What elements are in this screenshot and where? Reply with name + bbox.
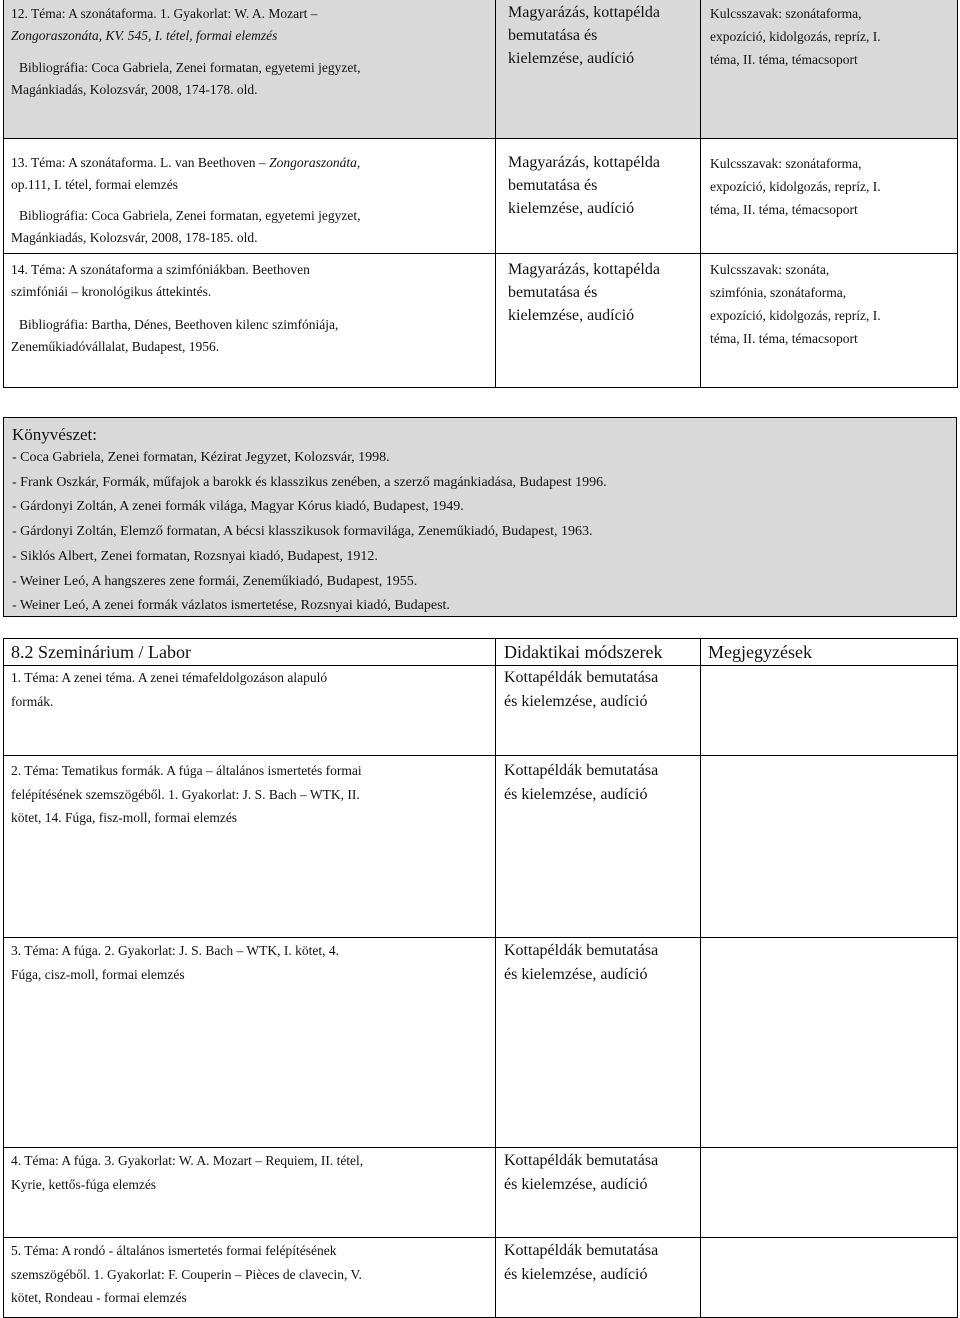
note-cell [701,666,958,756]
topic-line: 13. Téma: A szonátaforma. L. van Beethoven – Zongoraszonáta, [11,155,361,170]
bibliography-item: - Gárdonyi Zoltán, A zenei formák világa, Magyar Kórus kiadó, Budapest, 1949. [12,499,464,515]
bibliography-item: - Gárdonyi Zoltán, Elemző formatan, A bécsi klasszikusok formavilága, Zeneműkiadó, Budapest, 1963. [12,524,593,540]
table-row [4,938,958,1148]
topic-line: 2. Téma: Tematikus formák. A fúga – általános ismertetés formai [11,763,362,778]
seminar-table [3,638,958,1318]
bibliography-line: Zeneműkiadóvállalat, Budapest, 1956. [11,339,220,354]
topic-cell [4,0,496,139]
topic-line: 5. Téma: A rondó - általános ismertetés formai felépítésének [11,1243,337,1258]
method-cell [496,0,701,139]
bibliography-line: Magánkiadás, Kolozsvár, 2008, 178-185. old. [11,230,258,245]
method-line: kielemzése, audíció [508,200,635,217]
topic-line: felépítésének szemszögéből. 1. Gyakorlat: J. S. Bach – WTK, II. [11,786,360,802]
table-row [4,756,958,938]
bibliography-item: - Frank Oszkár, Formák, műfajok a barokk és klasszikus zenében, a szerző magánkiadása, Budapest 1996. [12,474,607,490]
table-row [4,1148,958,1238]
keywords-line: téma, II. téma, témacsoport [710,331,858,346]
topic-cell [4,254,496,388]
table-row [4,666,958,756]
bibliography-heading: Könyvészet: [12,425,97,444]
keywords-line: téma, II. téma, témacsoport [710,52,858,67]
keywords-cell [701,254,958,388]
bibliography-item: - Weiner Leó, A hangszeres zene formái, Zeneműkiadó, Budapest, 1955. [12,573,418,589]
topic-line: 1. Téma: A zenei téma. A zenei témafeldolgozáson alapuló [11,670,328,685]
method-line: kielemzése, audíció [508,307,635,324]
method-line: Magyarázás, kottapélda [508,4,660,21]
topic-cell [4,139,496,254]
method-cell [496,1148,701,1238]
method-line: Kottapéldák bemutatása [504,1152,659,1169]
keywords-line: expozíció, kidolgozás, repríz, I. [710,308,881,323]
keywords-line: Kulcsszavak: szonátaforma, [710,156,862,171]
bibliography-item: - Coca Gabriela, Zenei formatan, Kézirat Jegyzet, Kolozsvár, 1998. [12,450,390,465]
topic-cell [4,666,496,756]
method-cell [496,139,701,254]
topic-line: 3. Téma: A fúga. 2. Gyakorlat: J. S. Bach – WTK, I. kötet, 4. [11,943,339,958]
bibliography-box [3,417,957,617]
topic-line: formák. [11,693,54,709]
notes-header: Megjegyzések [701,639,958,666]
method-line: Magyarázás, kottapélda [508,154,660,171]
topic-line: 12. Téma: A szonátaforma. 1. Gyakorlat: W. A. Mozart – [11,6,318,21]
table-row [4,0,958,139]
topic-line: kötet, Rondeau - formai elemzés [11,1290,187,1305]
topic-line: Zongoraszonáta, KV. 545, I. tétel, formai elemzés [11,28,278,43]
topic-line: Kyrie, kettős-fúga elemzés [11,1176,157,1192]
topic-line: 4. Téma: A fúga. 3. Gyakorlat: W. A. Mozart – Requiem, II. tétel, [11,1153,364,1168]
method-line: Kottapéldák bemutatása [504,942,659,959]
topic-line: op.111, I. tétel, formai elemzés [11,177,178,192]
topic-line: kötet, 14. Fúga, fisz-moll, formai elemzés [11,810,238,825]
seminar-header: 8.2 Szeminárium / Labor [4,639,496,666]
methods-header: Didaktikai módszerek [496,639,701,666]
keywords-line: Kulcsszavak: szonáta, [710,262,830,277]
keywords-cell [701,0,958,139]
bibliography-line: Magánkiadás, Kolozsvár, 2008, 174-178. old. [11,82,258,97]
method-line: Kottapéldák bemutatása [504,1242,659,1259]
method-line: bemutatása és [508,284,598,301]
table-row [4,139,958,254]
note-cell [701,938,958,1148]
topic-cell [4,938,496,1148]
bibliography-item: - Siklós Albert, Zenei formatan, Rozsnyai kiadó, Budapest, 1912. [12,548,378,564]
topic-line: szimfóniái – kronológikus áttekintés. [11,284,212,299]
note-cell [701,756,958,938]
method-line: Kottapéldák bemutatása [504,669,659,686]
keywords-line: expozíció, kidolgozás, repríz, I. [710,179,881,194]
note-cell [701,1238,958,1318]
keywords-cell [701,139,958,254]
method-line: kielemzése, audíció [508,50,635,67]
method-line: és kielemzése, audíció [504,1176,648,1193]
topic-cell [4,1148,496,1238]
method-line: bemutatása és [508,27,598,44]
table-row [4,1238,958,1318]
table-header-row [4,639,958,666]
topic-line: 14. Téma: A szonátaforma a szimfóniákban. Beethoven [11,262,310,277]
method-line: bemutatása és [508,177,598,194]
method-cell [496,938,701,1148]
bibliography-item: - Weiner Leó, A zenei formák vázlatos ismertetése, Rozsnyai kiadó, Budapest. [12,598,450,614]
keywords-line: szimfónia, szonátaforma, [710,285,847,300]
topic-line: szemszögéből. 1. Gyakorlat: F. Couperin – Pièces de clavecin, V. [11,1266,362,1282]
bibliography-line: Bibliográfia: Coca Gabriela, Zenei formatan, egyetemi jegyzet, [19,208,361,223]
bibliography-line: Bibliográfia: Coca Gabriela, Zenei formatan, egyetemi jegyzet, [19,60,361,75]
keywords-line: téma, II. téma, témacsoport [710,202,858,217]
topic-line: Fúga, cisz-moll, formai elemzés [11,966,185,982]
table-row [4,254,958,388]
note-cell [701,1148,958,1238]
course-topics-table [3,0,958,388]
method-line: és kielemzése, audíció [504,1266,648,1283]
method-line: Magyarázás, kottapélda [508,261,660,278]
method-line: Kottapéldák bemutatása [504,762,659,779]
method-cell [496,1238,701,1318]
topic-cell [4,1238,496,1318]
keywords-line: Kulcsszavak: szonátaforma, [710,6,862,21]
method-line: és kielemzése, audíció [504,693,648,710]
method-line: és kielemzése, audíció [504,786,648,803]
bibliography-line: Bibliográfia: Bartha, Dénes, Beethoven kilenc szimfóniája, [19,317,339,332]
method-cell [496,254,701,388]
keywords-line: expozíció, kidolgozás, repríz, I. [710,29,881,44]
method-cell [496,666,701,756]
method-line: és kielemzése, audíció [504,966,648,983]
topic-cell [4,756,496,938]
method-cell [496,756,701,938]
